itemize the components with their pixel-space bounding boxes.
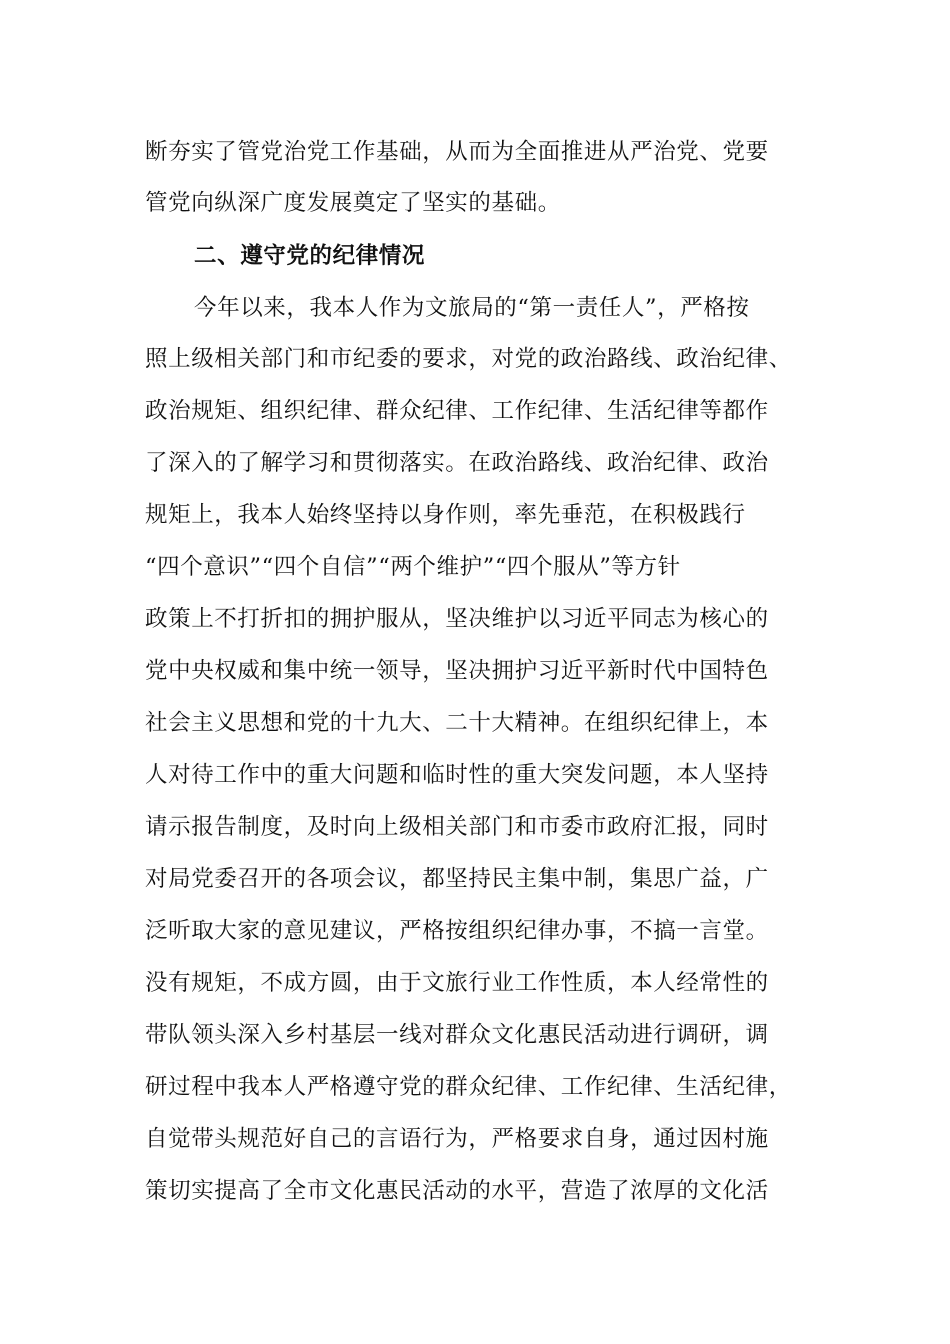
paragraph-line-13: 请示报告制度，及时向上级相关部门和市委市政府汇报，同时 xyxy=(145,814,769,840)
paragraph-line-19: 自觉带头规范好自己的言语行为，严格要求自身，通过因村施 xyxy=(145,1126,769,1152)
section-heading: 二、遵守党的纪律情况 xyxy=(194,243,426,269)
paragraph-line-1: 断夯实了管党治党工作基础，从而为全面推进从严治党、党要 xyxy=(145,139,769,165)
paragraph-line-9: 政策上不打折扣的拥护服从，坚决维护以习近平同志为核心的 xyxy=(145,606,769,632)
paragraph-line-8: “四个意识”“四个自信”“两个维护”“四个服从”等方针 xyxy=(145,554,681,580)
paragraph-line-3: 今年以来，我本人作为文旅局的“第一责任人”，严格按 xyxy=(194,295,750,321)
paragraph-line-16: 没有规矩，不成方圆，由于文旅行业工作性质，本人经常性的 xyxy=(145,970,769,996)
paragraph-line-7: 规矩上，我本人始终坚持以身作则，率先垂范，在积极践行 xyxy=(145,502,746,528)
paragraph-line-11: 社会主义思想和党的十九大、二十大精神。在组织纪律上，本 xyxy=(145,710,769,736)
paragraph-line-6: 了深入的了解学习和贯彻落实。在政治路线、政治纪律、政治 xyxy=(145,450,769,476)
paragraph-line-10: 党中央权威和集中统一领导，坚决拥护习近平新时代中国特色 xyxy=(145,658,769,684)
paragraph-line-4: 照上级相关部门和市纪委的要求，对党的政治路线、政治纪律、 xyxy=(145,346,792,372)
paragraph-line-2: 管党向纵深广度发展奠定了坚实的基础。 xyxy=(145,190,561,216)
paragraph-line-18: 研过程中我本人严格遵守党的群众纪律、工作纪律、生活纪律， xyxy=(145,1074,792,1100)
paragraph-line-15: 泛听取大家的意见建议，严格按组织纪律办事，不搞一言堂。 xyxy=(145,918,769,944)
paragraph-line-12: 人对待工作中的重大问题和临时性的重大突发问题，本人坚持 xyxy=(145,762,769,788)
paragraph-line-5: 政治规矩、组织纪律、群众纪律、工作纪律、生活纪律等都作 xyxy=(145,398,769,424)
paragraph-line-20: 策切实提高了全市文化惠民活动的水平，营造了浓厚的文化活 xyxy=(145,1178,769,1204)
paragraph-line-14: 对局党委召开的各项会议，都坚持民主集中制，集思广益，广 xyxy=(145,866,769,892)
paragraph-line-17: 带队领头深入乡村基层一线对群众文化惠民活动进行调研，调 xyxy=(145,1022,769,1048)
